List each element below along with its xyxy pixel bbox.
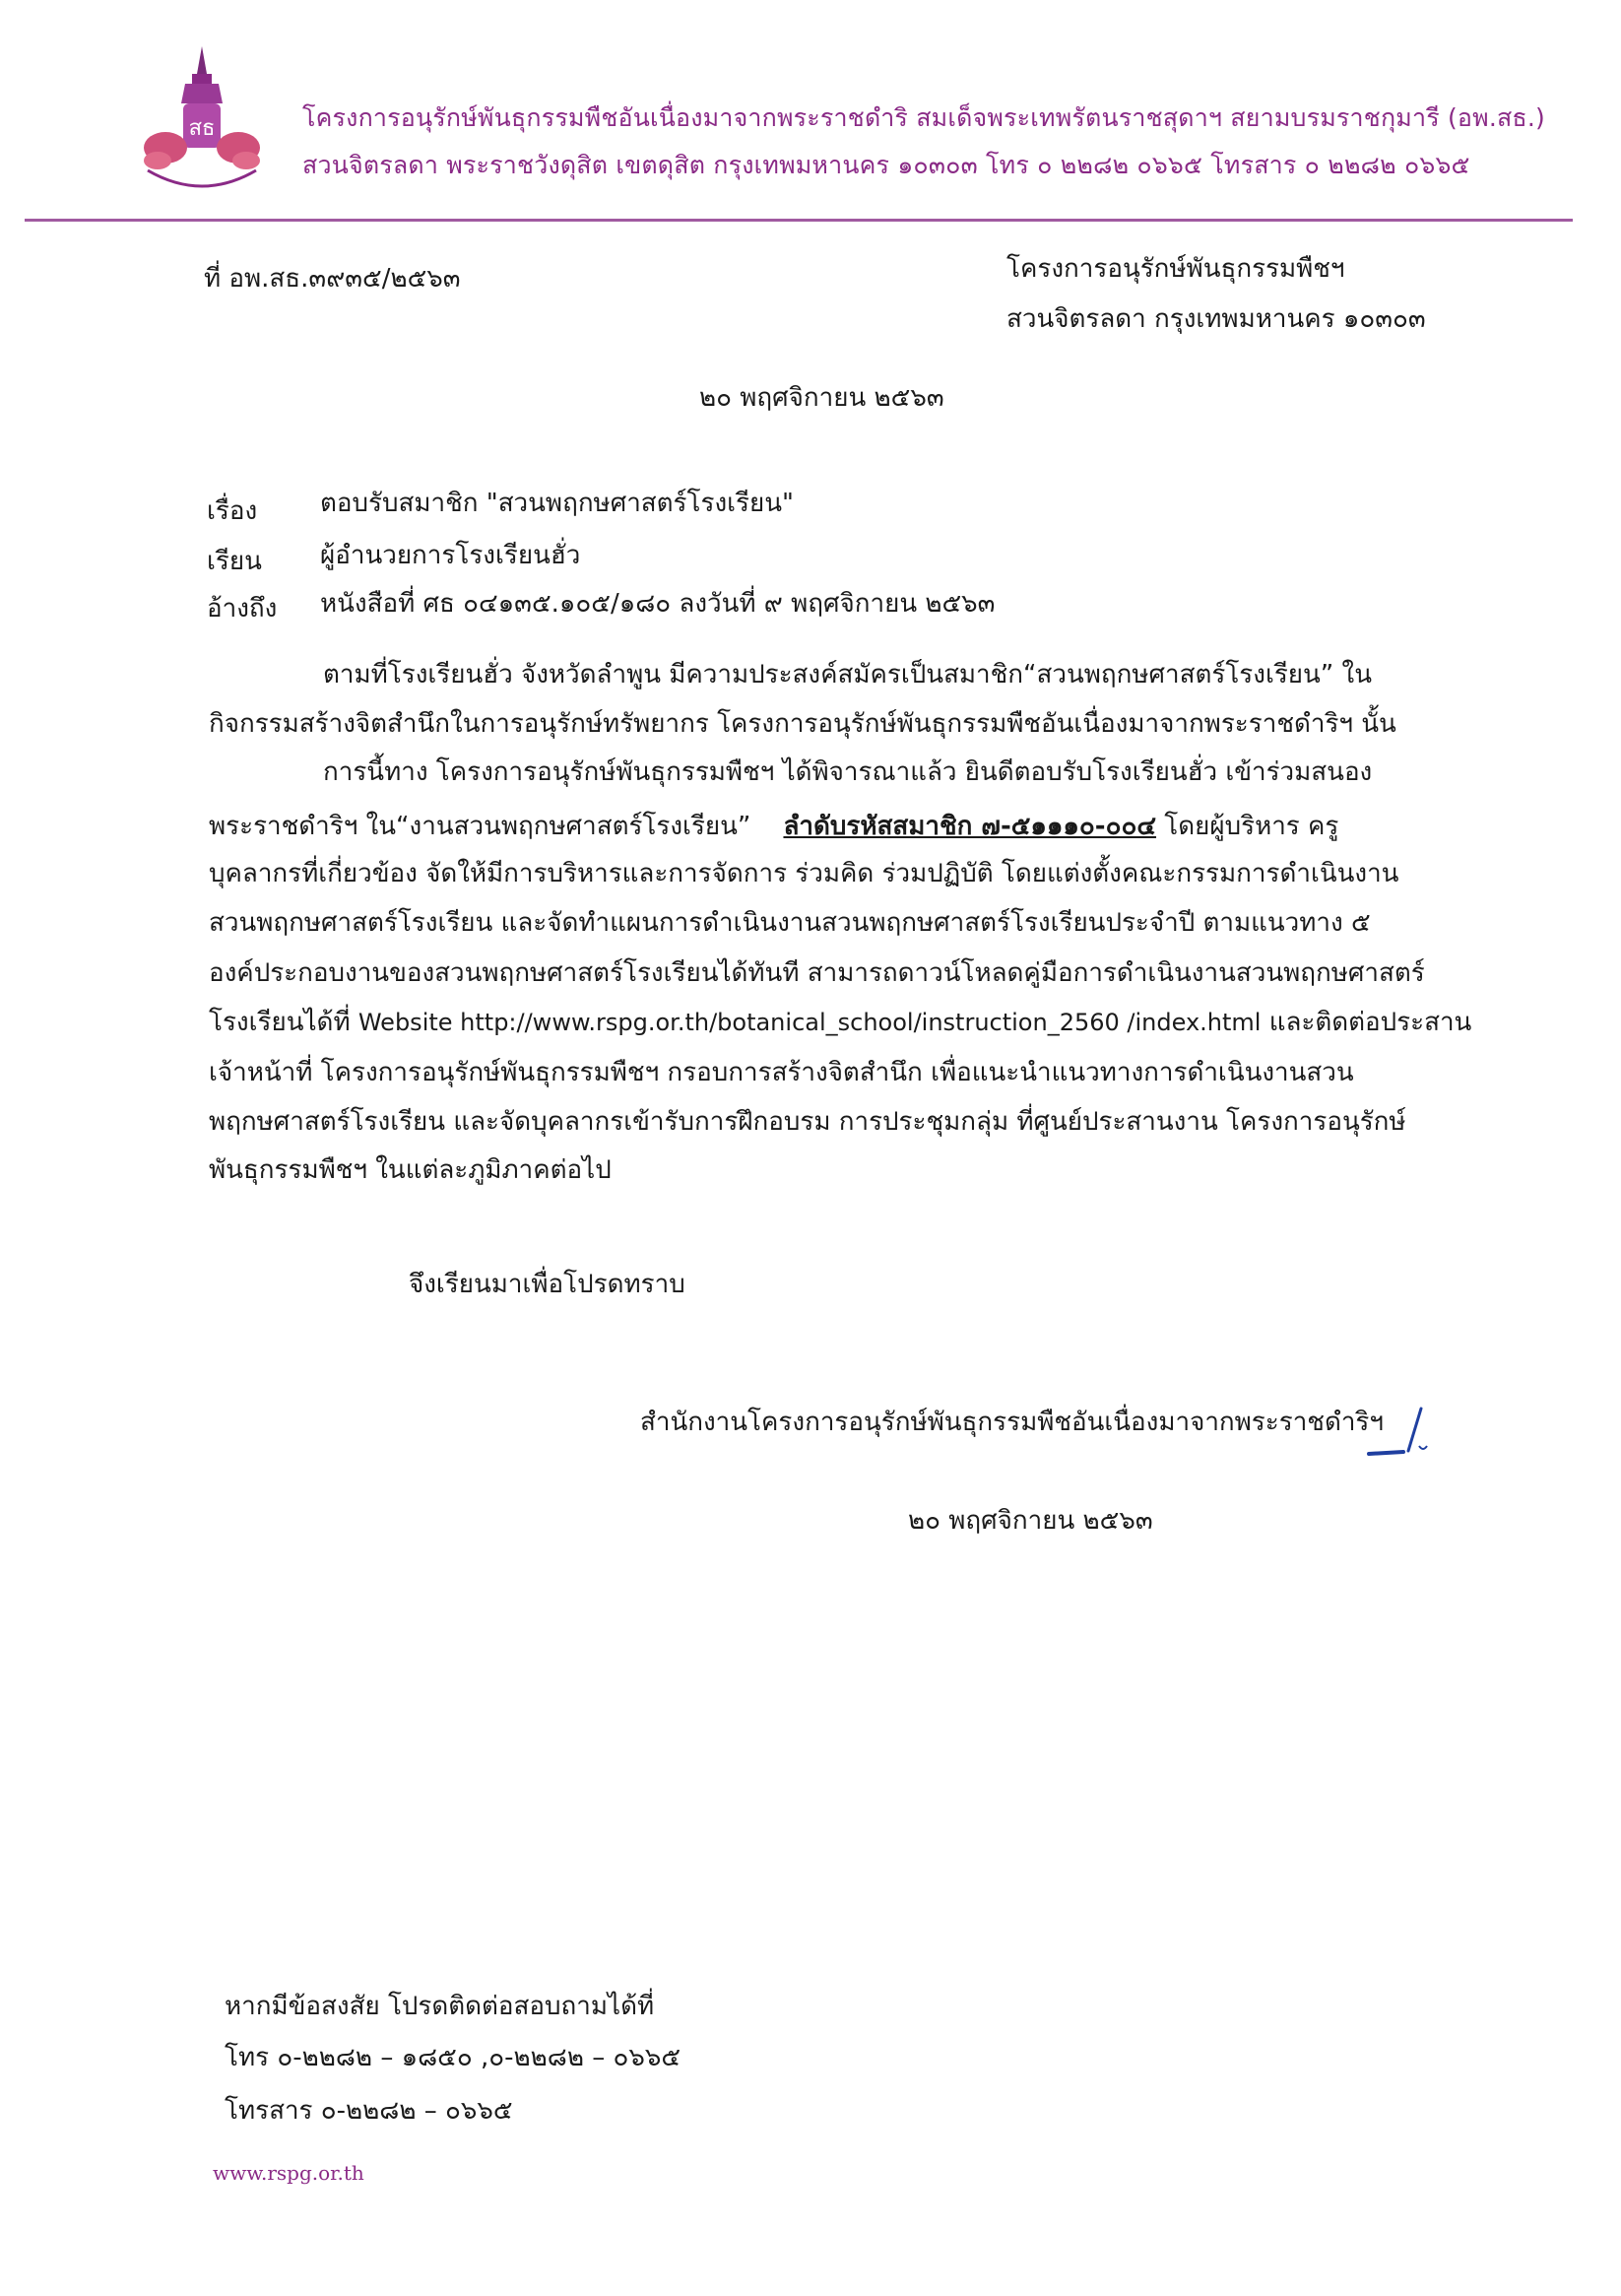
- body-line-7: องค์ประกอบงานของสวนพฤกษศาสตร์โรงเรียนได้ทันที สามารถดาวน์โหลดคู่มือการดำเนินงานสวนพฤกษศาสตร์: [209, 958, 1425, 988]
- salutation-label: เรียน: [207, 547, 262, 576]
- body-line-11: พันธุกรรมพืชฯ ในแต่ละภูมิภาคต่อไป: [209, 1155, 612, 1185]
- body-line-9: เจ้าหน้าที่ โครงการอนุรักษ์พันธุกรรมพืชฯ กรอบการสร้างจิตสำนึก เพื่อแนะนำแนวทางการดำเนินงานสวน: [209, 1058, 1354, 1087]
- body-line-2: กิจกรรมสร้างจิตสำนึกในการอนุรักษ์ทรัพยากร โครงการอนุรักษ์พันธุกรรมพืชอันเนื่องมาจากพระราชดำริฯ นั้น: [209, 709, 1396, 739]
- subject-label: เรื่อง: [207, 496, 258, 526]
- salutation-text: ผู้อำนวยการโรงเรียนฮั่ว: [320, 541, 581, 570]
- header-line-1: โครงการอนุรักษ์พันธุกรรมพืชอันเนื่องมาจากพระราชดำริ สมเด็จพระเทพรัตนราชสุดาฯ สยามบรมราชกุมารี (อพ.สธ.): [302, 103, 1545, 132]
- signing-office: สำนักงานโครงการอนุรักษ์พันธุกรรมพืชอันเนื่องมาจากพระราชดำริฯ: [640, 1408, 1384, 1437]
- body-line-4-end: โดยผู้บริหาร ครู: [1164, 812, 1339, 841]
- sender-address: สวนจิตรลดา กรุงเทพมหานคร ๑๐๓๐๓: [1006, 304, 1426, 334]
- reference-text: หนังสือที่ ศธ ๐๔๑๓๕.๑๐๕/๑๘๐ ลงวันที่ ๙ พฤศจิกายน ๒๕๖๓: [320, 589, 996, 619]
- contact-intro: หากมีข้อสงสัย โปรดติดต่อสอบถามได้ที่: [225, 1992, 655, 2021]
- body-line-5: บุคลากรที่เกี่ยวข้อง จัดให้มีการบริหารและการจัดการ ร่วมคิด ร่วมปฏิบัติ โดยแต่งตั้งคณะกรรมการดำเนินงาน: [209, 859, 1399, 888]
- header-divider: [25, 219, 1573, 222]
- header-line-2: สวนจิตรลดา พระราชวังดุสิต เขตดุสิต กรุงเทพมหานคร ๑๐๓๐๓ โทร ๐ ๒๒๘๒ ๐๖๖๕ โทรสาร ๐ ๒๒๘๒ ๐๖๖๕: [302, 151, 1470, 179]
- contact-phone: โทร ๐-๒๒๘๒ – ๑๘๕๐ ,๐-๒๒๘๒ – ๐๖๖๕: [225, 2043, 681, 2072]
- contact-fax: โทรสาร ๐-๒๒๘๒ – ๐๖๖๕: [225, 2096, 513, 2126]
- body-line-8-start: โรงเรียนได้ที่: [209, 1008, 351, 1037]
- sender-name: โครงการอนุรักษ์พันธุกรรมพืชฯ: [1006, 254, 1345, 284]
- signature-icon: [1364, 1397, 1433, 1466]
- body-line-6: สวนพฤกษศาสตร์โรงเรียน และจัดทำแผนการดำเนินงานสวนพฤกษศาสตร์โรงเรียนประจำปี ตามแนวทาง ๕: [209, 908, 1371, 938]
- body-line-4-start: พระราชดำริฯ ใน“งานสวนพฤกษศาสตร์โรงเรียน”: [209, 812, 751, 841]
- member-code: ลำดับรหัสสมาชิก ๗-๕๑๑๑๐-๐๐๔: [783, 812, 1157, 841]
- reference-number: ที่ อพ.สธ.๓๙๓๕/๒๕๖๓: [204, 264, 461, 294]
- body-line-10: พฤกษศาสตร์โรงเรียน และจัดบุคลากรเข้ารับการฝึกอบรม การประชุมกลุ่ม ที่ศูนย์ประสานงาน โครงการอนุรักษ์: [209, 1107, 1406, 1137]
- body-line-3: การนี้ทาง โครงการอนุรักษ์พันธุกรรมพืชฯ ได้พิจารณาแล้ว ยินดีตอบรับโรงเรียนฮั่ว เข้าร่วมสนอง: [323, 757, 1373, 787]
- reference-label: อ้างถึง: [207, 594, 278, 623]
- svg-text:สธ: สธ: [188, 116, 216, 141]
- emblem-icon: [138, 44, 266, 202]
- closing-phrase: จึงเรียนมาเพื่อโปรดทราบ: [409, 1270, 685, 1299]
- instruction-url[interactable]: Website http://www.rspg.or.th/botanical_school/instruction_2560 /index.html: [357, 1009, 1262, 1036]
- subject-text: ตอบรับสมาชิก "สวนพฤกษศาสตร์โรงเรียน": [320, 489, 794, 518]
- signature-mark: [1364, 1397, 1433, 1466]
- footer-website-link[interactable]: www.rspg.or.th: [213, 2161, 364, 2185]
- body-line-8: [209, 999, 1471, 1047]
- body-line-8-end: และติดต่อประสาน: [1268, 1008, 1472, 1037]
- body-line-1: ตามที่โรงเรียนฮั่ว จังหวัดลำพูน มีความประสงค์สมัครเป็นสมาชิก“สวนพฤกษศาสตร์โรงเรียน” ใน: [323, 660, 1373, 689]
- closing-date: ๒๐ พฤศจิกายน ๒๕๖๓: [908, 1506, 1153, 1536]
- letter-date: ๒๐ พฤศจิกายน ๒๕๖๓: [699, 383, 944, 413]
- body-line-4: [209, 803, 1338, 851]
- organization-logo: [138, 44, 266, 202]
